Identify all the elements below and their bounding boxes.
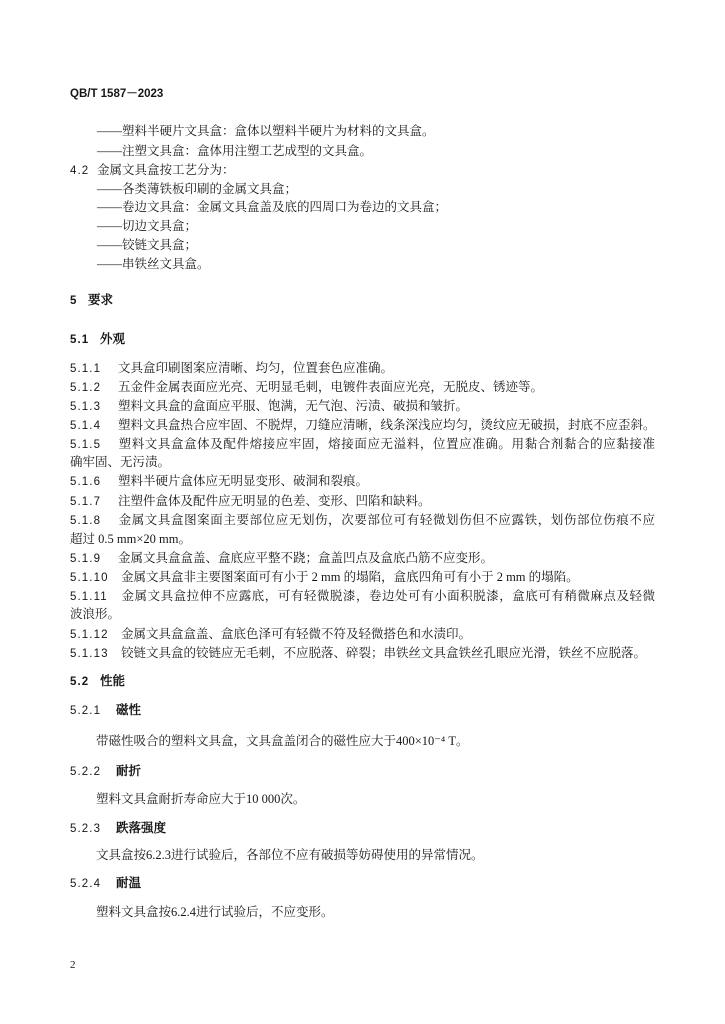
subsection-body: 塑料文具盒耐折寿命应大于10 000次。 — [96, 792, 306, 806]
clause — [70, 645, 646, 661]
subsection-title: 跌落强度 — [116, 821, 167, 835]
list-item: ——卷边文具盒：金属文具盒盖及底的四周口为卷边的文具盒； — [97, 200, 448, 214]
clause — [70, 398, 468, 414]
clause — [70, 473, 368, 489]
clause-number: 5.1.9 — [70, 553, 102, 565]
clause — [70, 626, 471, 642]
clause-number: 5.1.11 — [70, 591, 108, 603]
subsection-title: 磁性 — [116, 703, 142, 717]
clause-number: 5.1.4 — [70, 420, 102, 432]
clause-text: 金属文具盒非主要图案面可有小于 2 mm 的塌陷，盒底四角可有小于 2 mm 的塌陷。 — [121, 570, 579, 584]
subsection-number: 5.2.2 — [70, 766, 102, 778]
clause-text: 金属文具盒按工艺分为： — [97, 163, 235, 177]
page-number: 2 — [70, 959, 76, 971]
subsection-heading — [70, 763, 141, 779]
subsection-heading — [70, 820, 166, 836]
clause-text: 五金件金属表面应光亮、无明显毛刺，电镀件表面应光亮，无脱皮、锈迹等。 — [118, 380, 544, 394]
list-item: ——各类薄铁板印刷的金属文具盒； — [97, 182, 298, 196]
clause — [70, 512, 655, 528]
clause-text: 文具盒印刷图案应清晰、均匀，位置套色应准确。 — [118, 361, 394, 375]
clause-number: 4.2 — [70, 165, 90, 177]
section-title: 性能 — [100, 674, 126, 688]
clause-continuation: 波浪形。 — [70, 607, 121, 621]
section-heading-5-1 — [70, 331, 125, 347]
subsection-body: 塑料文具盒按6.2.4进行试验后，不应变形。 — [96, 905, 334, 919]
clause — [70, 379, 543, 395]
section-title: 外观 — [100, 332, 126, 346]
clause-number: 5.1.5 — [70, 439, 102, 451]
clause-text: 塑料半硬片盒体应无明显变形、破洞和裂痕。 — [118, 474, 369, 488]
list-item: ——切边文具盒； — [97, 219, 198, 233]
list-item: ——铰链文具盒； — [97, 238, 198, 252]
clause-number: 5.1.7 — [70, 496, 102, 508]
clause-number: 5.1.12 — [70, 629, 109, 641]
subsection-title: 耐折 — [116, 764, 142, 778]
clause-text: 金属文具盒拉伸不应露底，可有轻微脱漆，卷边处可有小面积脱漆，盒底可有稍微麻点及轻微 — [121, 589, 655, 603]
subsection-body: 文具盒按6.2.3进行试验后，各部位不应有破损等妨碍使用的异常情况。 — [96, 848, 484, 862]
list-item: ——塑料半硬片文具盒：盒体以塑料半硬片为材料的文具盒。 — [97, 124, 435, 138]
clause-number: 5.1.13 — [70, 648, 109, 660]
clause-text: 塑料文具盒盒体及配件熔接应牢固，熔接面应无溢料，位置应准确。用黏合剂黏合的应黏接准 — [118, 437, 655, 451]
clause — [70, 493, 431, 509]
clause-text: 金属文具盒图案面主要部位应无划伤，次要部位可有轻微划伤但不应露铁，划伤部位伤痕不应 — [118, 513, 655, 527]
clause-text: 金属文具盒盒盖、盒底色泽可有轻微不符及轻微搭色和水渍印。 — [121, 627, 472, 641]
clause-number: 5.1.6 — [70, 476, 102, 488]
section-heading-5-2 — [70, 673, 125, 689]
section-heading-5 — [70, 292, 113, 308]
section-number: 5.2 — [70, 676, 90, 688]
clause-text: 塑料文具盒热合应牢固、不脱焊，刀缝应清晰，线条深浅应均匀，烫纹应无破损，封底不应歪斜。 — [118, 418, 656, 432]
subsection-number: 5.2.4 — [70, 878, 102, 890]
clause-number: 5.1.10 — [70, 572, 109, 584]
clause-number: 5.1.8 — [70, 515, 102, 527]
clause-continuation: 确牢固、无污渍。 — [70, 455, 171, 469]
section-number: 5 — [70, 295, 78, 307]
clause — [70, 417, 656, 433]
clause — [70, 550, 493, 566]
clause-continuation: 超过 0.5 mm×20 mm。 — [70, 532, 191, 546]
clause-number: 5.1.1 — [70, 363, 102, 375]
list-item: ——注塑文具盒：盒体用注塑工艺成型的文具盒。 — [97, 144, 373, 158]
clause — [70, 436, 655, 452]
clause-4-2 — [70, 162, 235, 178]
subsection-title: 耐温 — [116, 876, 142, 890]
subsection-number: 5.2.3 — [70, 823, 102, 835]
clause-text: 塑料文具盒的盒面应平服、饱满，无气泡、污渍、破损和皱折。 — [118, 399, 469, 413]
subsection-heading — [70, 702, 141, 718]
section-title: 要求 — [88, 293, 114, 307]
clause-text: 注塑件盒体及配件应无明显的色差、变形、凹陷和缺料。 — [118, 494, 431, 508]
clause-text: 金属文具盒盒盖、盒底应平整不跷；盒盖凹点及盒底凸筋不应变形。 — [118, 551, 494, 565]
clause-number: 5.1.2 — [70, 382, 102, 394]
subsection-number: 5.2.1 — [70, 705, 102, 717]
clause-number: 5.1.3 — [70, 401, 102, 413]
clause-text: 铰链文具盒的铰链应无毛刺，不应脱落、碎裂；串铁丝文具盒铁丝孔眼应光滑，铁丝不应脱落。 — [121, 646, 647, 660]
subsection-body: 带磁性吸合的塑料文具盒，文具盒盖闭合的磁性应大于400×10⁻⁴ T。 — [96, 734, 469, 748]
clause — [70, 360, 393, 376]
list-item: ——串铁丝文具盒。 — [97, 257, 210, 271]
clause — [70, 569, 579, 585]
subsection-heading — [70, 875, 141, 891]
clause — [70, 588, 655, 604]
standard-code-header: QB/T 1587－2023 — [70, 88, 164, 100]
section-number: 5.1 — [70, 334, 90, 346]
